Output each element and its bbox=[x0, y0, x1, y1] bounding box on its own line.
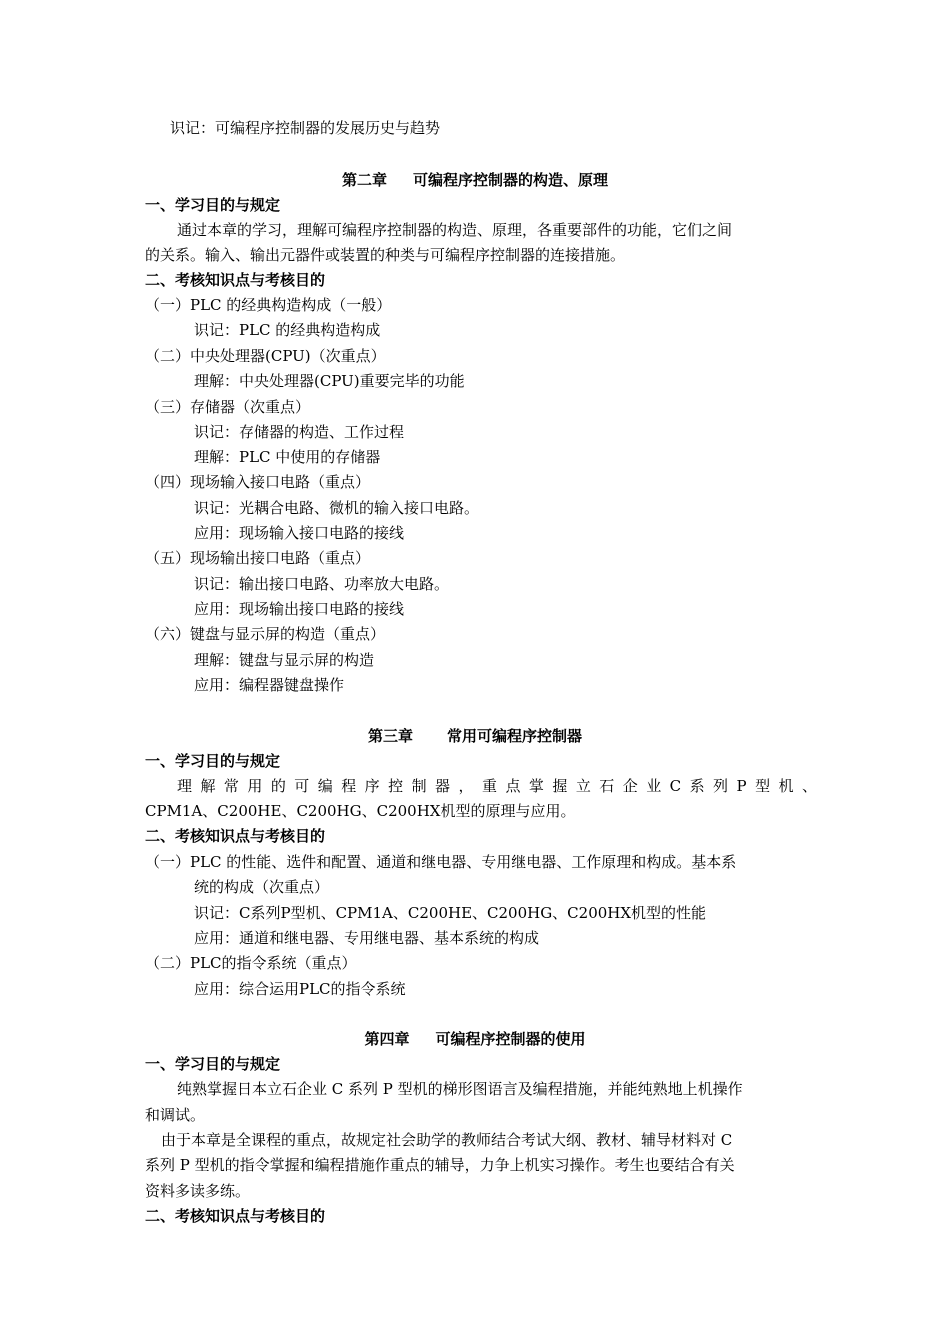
ch3-paragraph-1b: CPM1A、C200HE、C200HG、C200HX机型的原理与应用。 bbox=[145, 802, 576, 820]
ch2-item: （二）中央处理器(CPU)（次重点） bbox=[145, 347, 386, 365]
ch2-item: （三）存储器（次重点） bbox=[145, 398, 311, 416]
ch4-paragraph-2b: 系列 P 型机的指令掌握和编程措施作重点的辅导，力争上机实习操作。考生也要结合有关 bbox=[145, 1156, 735, 1174]
ch2-item: （六）键盘与显示屏的构造（重点） bbox=[145, 625, 386, 643]
chapter-3-title: 常用可编程序控制器 bbox=[447, 727, 583, 745]
ch3-section-2: 二、考核知识点与考核目的 bbox=[145, 827, 326, 845]
ch2-item: （五）现场输出接口电路（重点） bbox=[145, 549, 371, 567]
ch2-subitem: 应用：现场输入接口电路的接线 bbox=[194, 524, 405, 542]
ch2-subitem: 应用：编程器键盘操作 bbox=[194, 676, 345, 694]
ch2-item: （一）PLC 的经典构造构成（一般） bbox=[145, 296, 392, 314]
chapter-4-heading bbox=[0, 1029, 950, 1049]
ch4-paragraph-1a: 纯熟掌握日本立石企业 C 系列 P 型机的梯形图语言及编程措施，并能纯熟地上机操作 bbox=[177, 1080, 743, 1098]
ch2-subitem: 应用：现场输出接口电路的接线 bbox=[194, 600, 405, 618]
chapter-4-number: 第四章 bbox=[364, 1030, 410, 1048]
ch2-subitem: 理解：键盘与显示屏的构造 bbox=[194, 651, 375, 669]
chapter-4-title: 可编程序控制器的使用 bbox=[435, 1030, 586, 1048]
ch2-item: （四）现场输入接口电路（重点） bbox=[145, 473, 371, 491]
intro-line: 识记：可编程序控制器的发展历史与趋势 bbox=[170, 119, 441, 137]
ch2-paragraph-1b: 的关系。输入、输出元器件或装置的种类与可编程序控制器的连接措施。 bbox=[145, 246, 626, 264]
ch3-subitem: 识记：C系列P型机、CPM1A、C200HE、C200HG、C200HX机型的性能 bbox=[194, 904, 707, 922]
chapter-2-number: 第二章 bbox=[341, 171, 387, 189]
ch3-paragraph-1a: 理解常用的可编程序控制器，重点掌握立石企业C系列P型机、 bbox=[177, 777, 817, 795]
ch3-subitem: 应用：综合运用PLC的指令系统 bbox=[194, 980, 406, 998]
ch3-subitem: 应用：通道和继电器、专用继电器、基本系统的构成 bbox=[194, 929, 540, 947]
chapter-2-title: 可编程序控制器的构造、原理 bbox=[413, 171, 609, 189]
ch4-section-2: 二、考核知识点与考核目的 bbox=[145, 1207, 326, 1225]
ch4-section-1: 一、学习目的与规定 bbox=[145, 1055, 281, 1073]
ch2-subitem: 识记：输出接口电路、功率放大电路。 bbox=[194, 575, 450, 593]
ch2-subitem: 理解：PLC 中使用的存储器 bbox=[194, 448, 381, 466]
ch3-item: （二）PLC的指令系统（重点） bbox=[145, 954, 357, 972]
ch3-item-continued: 统的构成（次重点） bbox=[194, 878, 330, 896]
ch4-paragraph-2c: 资料多读多练。 bbox=[145, 1182, 251, 1200]
ch2-subitem: 识记：PLC 的经典构造构成 bbox=[194, 321, 381, 339]
ch2-paragraph-1a: 通过本章的学习，理解可编程序控制器的构造、原理，各重要部件的功能，它们之间 bbox=[177, 221, 733, 239]
chapter-3-heading bbox=[0, 726, 950, 746]
chapter-3-number: 第三章 bbox=[367, 727, 413, 745]
ch4-paragraph-1b: 和调试。 bbox=[145, 1106, 206, 1124]
ch4-paragraph-2a: 由于本章是全课程的重点，故规定社会助学的教师结合考试大纲、教材、辅导材料对 C bbox=[161, 1131, 733, 1149]
ch2-section-2: 二、考核知识点与考核目的 bbox=[145, 271, 326, 289]
ch3-item: （一）PLC 的性能、选件和配置、通道和继电器、专用继电器、工作原理和构成。基本系 bbox=[145, 853, 737, 871]
chapter-2-heading bbox=[0, 170, 950, 190]
ch2-subitem: 识记：存储器的构造、工作过程 bbox=[194, 423, 405, 441]
ch2-subitem: 理解：中央处理器(CPU)重要完毕的功能 bbox=[194, 372, 465, 390]
ch3-section-1: 一、学习目的与规定 bbox=[145, 752, 281, 770]
ch2-subitem: 识记：光耦合电路、微机的输入接口电路。 bbox=[194, 499, 480, 517]
ch2-section-1: 一、学习目的与规定 bbox=[145, 196, 281, 214]
